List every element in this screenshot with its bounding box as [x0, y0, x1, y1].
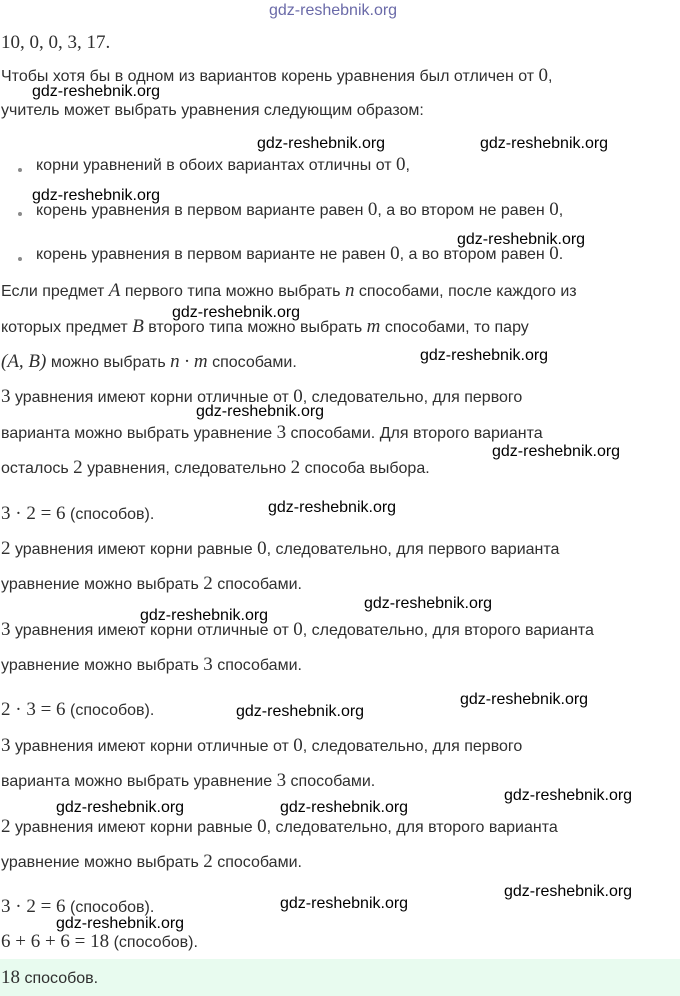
math: n	[344, 280, 355, 301]
text: корень уравнения в первом варианте равен	[36, 202, 368, 219]
calc-1	[1, 504, 154, 525]
text: способами, после каждого из	[354, 283, 577, 300]
math: 0	[257, 538, 267, 559]
text: можно выбрать	[46, 354, 171, 371]
text: , а во втором равен	[399, 246, 550, 263]
math: 0	[293, 386, 303, 407]
text: уравнения имеют корни отличные от	[10, 389, 294, 406]
text: корень уравнения в первом варианте не равен	[36, 246, 391, 263]
text: уравнения имеют корни равные	[10, 819, 258, 836]
text: второго типа можно выбрать	[143, 319, 367, 336]
answer-box	[0, 959, 680, 996]
text: способа выбора.	[300, 460, 430, 477]
text: , следовательно, для второго варианта	[266, 819, 558, 836]
math: 3	[276, 770, 287, 791]
math: B	[132, 316, 144, 337]
para3-line-2	[1, 655, 302, 676]
roots-list: 10, 0, 0, 3, 17.	[1, 32, 111, 53]
watermark: gdz-reshebnik.org	[504, 787, 633, 804]
text: корни уравнений в обоих вариантах отличны от	[36, 157, 397, 174]
text: уравнения имеют корни отличные от	[10, 622, 294, 639]
text: уравнения, следовательно	[82, 460, 291, 477]
text: ,	[548, 68, 553, 85]
rule-line-3	[1, 352, 297, 373]
watermark: gdz-reshebnik.org	[56, 799, 185, 816]
math: 2	[203, 851, 213, 872]
math: 0	[390, 243, 400, 264]
para2-line-1	[1, 539, 559, 560]
math: 2	[73, 457, 83, 478]
text: Чтобы хотя бы в одном из вариантов корень уравнения был отличен от	[1, 68, 539, 85]
text: (способов).	[65, 506, 155, 523]
watermark: gdz-reshebnik.org	[280, 895, 409, 912]
math: 0	[293, 619, 303, 640]
math: 3	[1, 735, 11, 756]
math: m	[366, 316, 381, 337]
watermark: gdz-reshebnik.org	[140, 607, 269, 624]
math: n · m	[170, 351, 208, 372]
watermark: gdz-reshebnik.org	[56, 915, 185, 932]
para3-line-1	[1, 620, 594, 641]
calc-sum	[1, 932, 198, 953]
text: , следовательно, для первого	[302, 389, 523, 406]
math: 3	[1, 619, 11, 640]
text: уравнение можно выбрать	[1, 854, 204, 871]
watermark: gdz-reshebnik.org	[196, 403, 325, 420]
text: способами.	[207, 354, 297, 371]
watermark: gdz-reshebnik.org	[280, 799, 409, 816]
math: 3	[1, 386, 11, 407]
para1-line-3	[1, 458, 430, 479]
watermark: gdz-reshebnik.org	[364, 595, 493, 612]
text: способами. Для второго варианта	[286, 425, 543, 442]
text: способами.	[286, 773, 376, 790]
math: 3 · 2 = 6	[1, 896, 66, 917]
math: 0	[538, 65, 549, 86]
answer-text	[1, 968, 98, 989]
text: , а во втором не равен	[377, 202, 550, 219]
bullet-dot	[18, 168, 22, 172]
math: 3	[203, 654, 213, 675]
text: способами.	[212, 657, 302, 674]
math: 18	[1, 967, 20, 988]
para5-line-1	[1, 817, 558, 838]
bullet-dot	[18, 212, 22, 216]
text: ,	[405, 157, 410, 174]
text: способами, то пару	[380, 319, 529, 336]
math: 6 + 6 + 6 = 18	[1, 931, 110, 952]
para4-line-1	[1, 736, 522, 757]
text: уравнения имеют корни равные	[10, 541, 258, 558]
text: уравнения имеют корни отличные от	[10, 738, 294, 755]
math: 2	[290, 457, 301, 478]
text: варианта можно выбрать уравнение	[1, 425, 277, 442]
text: осталось	[1, 460, 74, 477]
text: способами.	[212, 576, 302, 593]
watermark: gdz-reshebnik.org	[480, 135, 609, 152]
text: , следовательно, для первого	[302, 738, 523, 755]
text: которых предмет	[1, 319, 133, 336]
watermark: gdz-reshebnik.org	[236, 703, 365, 720]
para5-line-2	[1, 852, 302, 873]
watermark: gdz-reshebnik.org	[504, 883, 633, 900]
watermark: gdz-reshebnik.org	[32, 83, 161, 100]
watermark: gdz-reshebnik.org	[32, 187, 161, 204]
text: способов.	[20, 970, 99, 987]
text: (способов).	[65, 702, 155, 719]
watermark: gdz-reshebnik.org	[172, 304, 301, 321]
math: 3 · 2 = 6	[1, 503, 66, 524]
text: (способов).	[109, 934, 198, 951]
math: 2	[203, 573, 213, 594]
math: A	[108, 280, 121, 301]
watermark: gdz-reshebnik.org	[457, 231, 586, 248]
text: (способов).	[65, 899, 155, 916]
watermark: gdz-reshebnik.org	[257, 135, 386, 152]
text: , следовательно, для второго варианта	[302, 622, 594, 639]
para1-line-2	[1, 423, 543, 444]
text: способами.	[212, 854, 302, 871]
intro-line-2: учитель может выбрать уравнения следующим образом:	[1, 102, 424, 119]
text: уравнение можно выбрать	[1, 657, 204, 674]
text: варианта можно выбрать уравнение	[1, 773, 277, 790]
text: уравнение можно выбрать	[1, 576, 204, 593]
para2-line-2	[1, 574, 302, 595]
para4-line-2	[1, 771, 375, 792]
math: 2	[1, 816, 11, 837]
text: первого типа можно выбрать	[120, 283, 345, 300]
math: 0	[549, 243, 559, 264]
math: 2 · 3 = 6	[1, 699, 66, 720]
bullet-item-1	[36, 155, 410, 176]
watermark: gdz-reshebnik.org	[269, 2, 398, 19]
watermark: gdz-reshebnik.org	[420, 347, 549, 364]
text: Если предмет	[1, 283, 109, 300]
rule-line-1	[1, 281, 577, 302]
math: 0	[549, 199, 559, 220]
watermark: gdz-reshebnik.org	[268, 499, 397, 516]
calc-2	[1, 700, 154, 721]
math: 2	[1, 538, 11, 559]
math: 0	[367, 199, 378, 220]
math: 0	[257, 816, 267, 837]
text: ,	[558, 202, 564, 219]
watermark: gdz-reshebnik.org	[492, 443, 621, 460]
math: 0	[293, 735, 303, 756]
watermark: gdz-reshebnik.org	[460, 691, 589, 708]
math: 0	[396, 154, 406, 175]
math: (A, B)	[1, 351, 47, 372]
math: 3	[276, 422, 287, 443]
bullet-dot	[18, 257, 22, 261]
text: , следовательно, для первого варианта	[266, 541, 560, 558]
text: .	[558, 246, 564, 263]
